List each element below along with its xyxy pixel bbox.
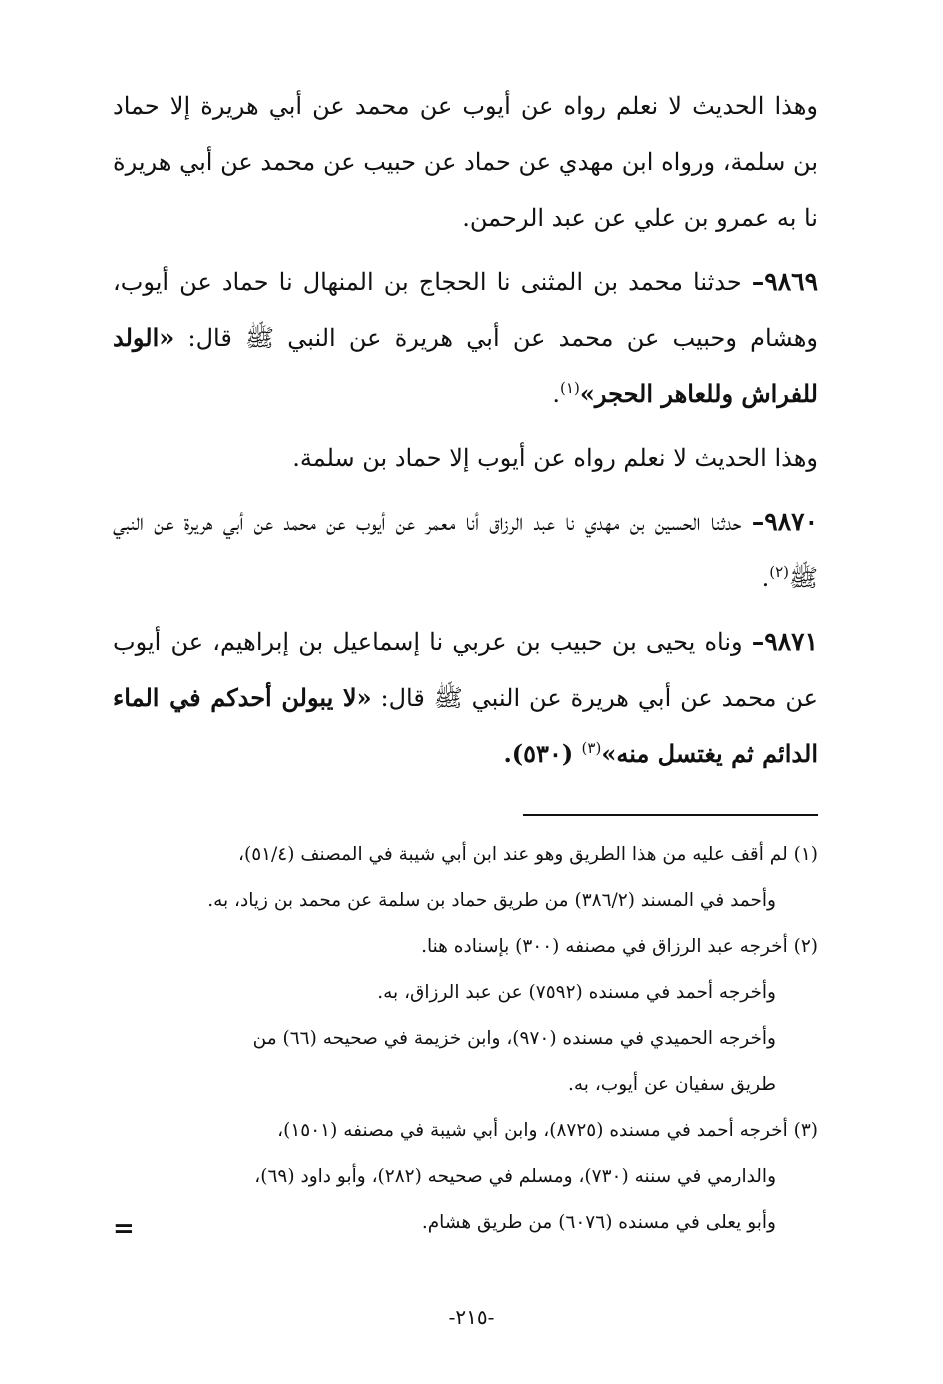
paragraph-text: وهذا الحديث لا نعلم رواه عن أيوب إلا حماد بن سلمة. bbox=[292, 444, 818, 472]
hadith-number: ٩٨٧٠– bbox=[751, 507, 818, 536]
hadith-text: وناه يحيى بن حبيب بن عربي نا إسماعيل بن إبراهيم، عن أيوب عن محمد عن أبي هريرة عن النبي ﷺ قال: bbox=[113, 628, 818, 712]
footnote-ref: (٢) bbox=[769, 563, 789, 581]
main-text bbox=[113, 78, 818, 782]
hadith-text: حدثنا الحسين بن مهدي نا عبد الرزاق أنا معمر عن أيوب عن محمد عن أبي هريرة عن النبي ﷺ bbox=[113, 508, 818, 592]
sentence-end: . bbox=[761, 564, 770, 592]
footnote-ref: (٣) bbox=[581, 739, 602, 757]
page-number: -٢١٥- bbox=[448, 1305, 495, 1329]
footnote-line: (٣) أخرجه أحمد في مسنده (٨٧٢٥)، وابن أبي شيبة في مصنفه (١٥٠١)، bbox=[277, 1120, 818, 1141]
hadith-9869 bbox=[113, 254, 818, 422]
hadith-quote: «لا يبولن أحدكم في الماء الدائم ثم يغتسل منه» bbox=[113, 683, 818, 768]
paragraph-commentary-1 bbox=[113, 78, 818, 246]
hadith-number: ٩٨٧١– bbox=[751, 627, 818, 656]
hadith-9870 bbox=[113, 494, 818, 606]
footnote-line: (١) لم أقف عليه من هذا الطريق وهو عند ابن أبي شيبة في المصنف (٥١/٤)، bbox=[237, 844, 818, 865]
hadith-number: ٩٨٦٩– bbox=[751, 267, 818, 296]
footnote-line: طريق سفيان عن أيوب، به. bbox=[568, 1074, 776, 1095]
paragraph-text: وهذا الحديث لا نعلم رواه عن أيوب عن محمد عن أبي هريرة إلا حماد بن سلمة، ورواه ابن مهدي عن حماد عن حبيب عن محمد عن أبي هريرة نا به عمرو بن علي عن عبد الرحمن. bbox=[113, 92, 818, 232]
continuation-mark: = bbox=[113, 1214, 135, 1244]
footnote-line: (٢) أخرجه عبد الرزاق في مصنفه (٣٠٠) بإسناده هنا. bbox=[421, 936, 818, 957]
footnote-line: والدارمي في سننه (٧٣٠)، ومسلم في صحيحه (٢٨٢)، وأبو داود (٦٩)، bbox=[254, 1166, 776, 1187]
footnote-line: وأبو يعلى في مسنده (٦٠٧٦) من طريق هشام. bbox=[421, 1212, 776, 1233]
footnote-separator bbox=[523, 814, 818, 816]
footnote-line: وأخرجه الحميدي في مسنده (٩٧٠)، وابن خزيمة في صحيحه (٦٦) من bbox=[252, 1028, 776, 1049]
footnotes bbox=[113, 832, 818, 1246]
footnote-line: وأخرجه أحمد في مسنده (٧٥٩٢) عن عبد الرزاق، به. bbox=[377, 982, 776, 1003]
paragraph-commentary-2 bbox=[113, 430, 818, 486]
hadith-text: حدثنا محمد بن المثنى نا الحجاج بن المنهال نا حماد عن أيوب، وهشام وحبيب عن محمد عن أبي هريرة عن النبي ﷺ قال: bbox=[113, 268, 818, 352]
footnote-ref: (١) bbox=[560, 379, 580, 397]
hadith-9871 bbox=[113, 614, 818, 782]
hadith-quote: «الولد للفراش وللعاهر الحجر» bbox=[113, 323, 818, 408]
footnote-line: وأحمد في المسند (٣٨٦/٢) من طريق حماد بن سلمة عن محمد بن زياد، به. bbox=[207, 890, 776, 911]
sentence-end: . bbox=[552, 380, 561, 408]
cross-reference: (٥٣٠). bbox=[503, 739, 582, 768]
